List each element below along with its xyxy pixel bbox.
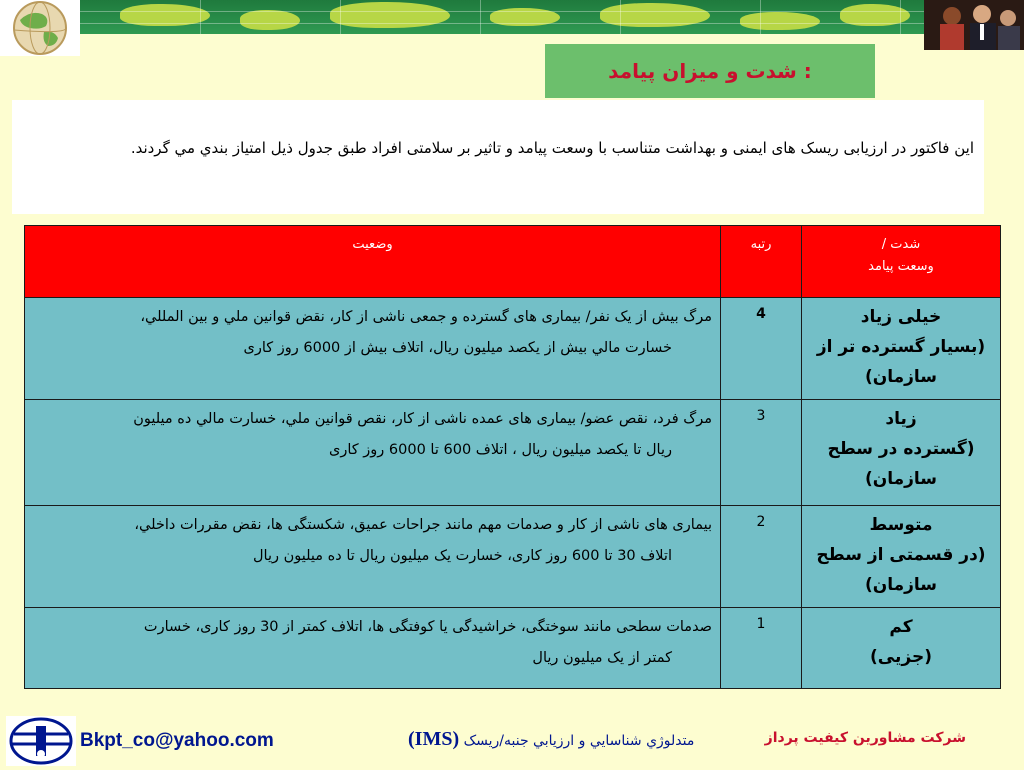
level-cell: متوسط (در قسمتی از سطح سازمان)	[802, 506, 1001, 608]
table-row	[25, 298, 1001, 400]
status-cell: بيماری های ناشی از کار و صدمات مهم مانند جراحات عميق، شکستگی ها، نقض مقررات داخلي، اتلاف 30 تا 600 روز کاری، خسارت يک ميليون ريال تا ده ميليون ريال	[25, 506, 721, 608]
table-row	[25, 400, 1001, 506]
page-title: شدت و ميزان پيامد :	[608, 59, 812, 83]
intro-paragraph: اين فاکتور در ارزيابی ريسک های ايمنی و بهداشت متناسب با وسعت پيامد و تاثير بر سلامتی افراد طبق جدول ذيل امتياز بندي مي گردند.	[12, 100, 984, 214]
header-rank: رتبه	[721, 226, 802, 298]
rank-cell: 2	[721, 506, 802, 608]
footer-company: شرکت مشاورين کيفيت پرداز	[764, 730, 966, 746]
table-row	[25, 608, 1001, 689]
globe-icon	[0, 0, 80, 56]
header-status: وضعيت	[25, 226, 721, 298]
status-cell: مرگ فرد، نقص عضو/ بيماری های عمده ناشی از کار، نقص قوانين ملي، خسارت مالي ده ميليون ريال تا يکصد ميليون ريال ، اتلاف 600 تا 6000 روز کاری	[25, 400, 721, 506]
table-header-row	[25, 226, 1001, 298]
level-cell: کم (جزيی)	[802, 608, 1001, 689]
severity-table	[24, 225, 1001, 689]
status-cell: صدمات سطحی مانند سوختگی، خراشيدگی يا کوفتگی ها، اتلاف کمتر از 30 روز کاری، خسارت کمتر از يک ميليون ريال	[25, 608, 721, 689]
level-cell: خيلی زياد (بسيار گسترده تر از سازمان)	[802, 298, 1001, 400]
world-map-banner	[80, 0, 924, 34]
company-logo-icon	[6, 716, 76, 766]
rank-cell: 3	[721, 400, 802, 506]
status-cell: مرگ بيش از يک نفر/ بيماری های گسترده و جمعی ناشی از کار، نقض قوانين ملي و بين المللي، خسارت مالي بيش از يکصد ميليون ريال، اتلاف بيش از 6000 روز کاری	[25, 298, 721, 400]
table-row	[25, 506, 1001, 608]
header-severity: شدت / وسعت پيامد	[802, 226, 1001, 298]
rank-cell: 1	[721, 608, 802, 689]
rank-cell: 4	[721, 298, 802, 400]
page-title-box	[545, 44, 875, 98]
footer-methodology: متدلوژي شناسايي و ارزيابي جنبه/ريسک (IMS)	[408, 728, 695, 750]
people-icon	[924, 0, 1024, 50]
footer-email: Bkpt_co@yahoo.com	[80, 730, 274, 751]
level-cell: زياد (گسترده در سطح سازمان)	[802, 400, 1001, 506]
